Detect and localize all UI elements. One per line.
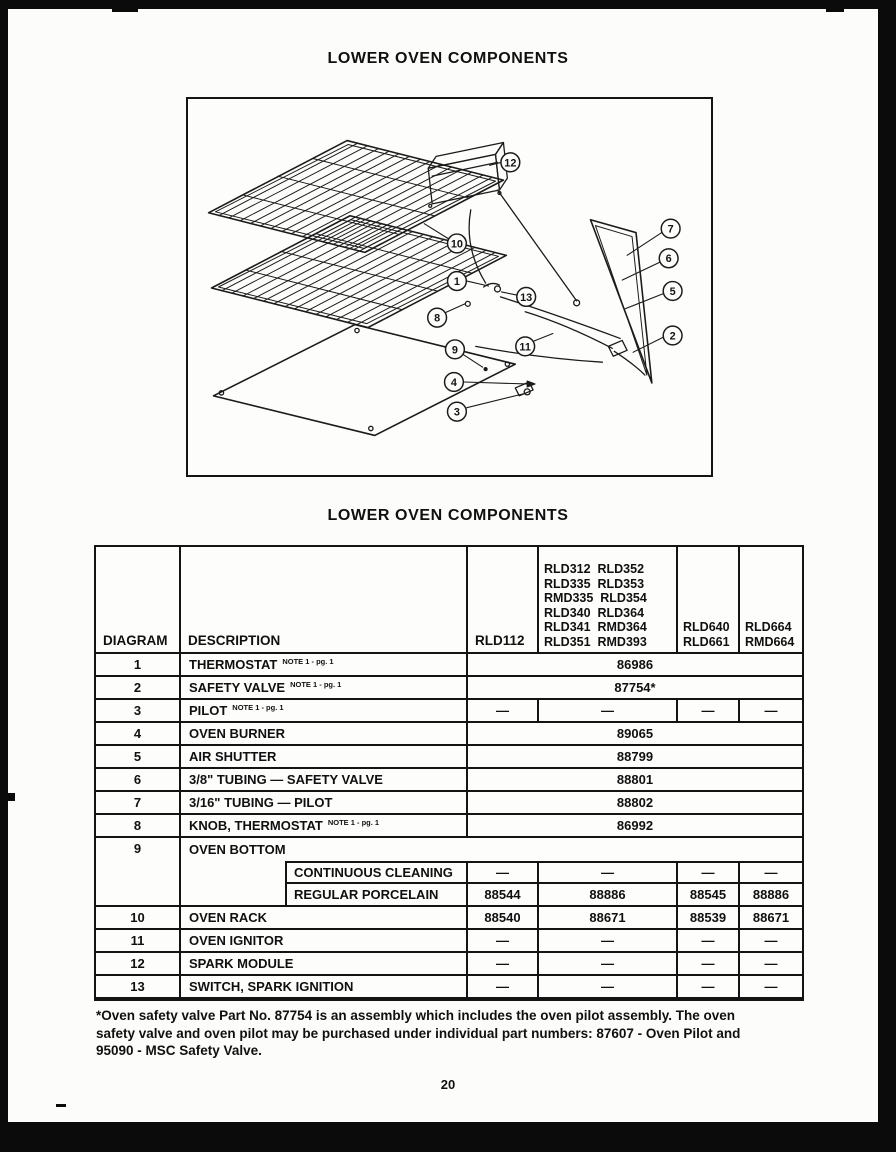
description-note: NOTE 1 - pg. 1 xyxy=(282,657,334,666)
diagram-number: 10 xyxy=(96,907,181,930)
description-cell xyxy=(181,815,468,838)
footnote-line: *Oven safety valve Part No. 87754 is an assembly which includes the oven pilot assembly. The oven xyxy=(96,1008,736,1023)
callout-12 xyxy=(501,153,520,172)
callout-2 xyxy=(663,326,682,345)
description-text: AIR SHUTTER xyxy=(189,749,277,764)
description-text: OVEN BOTTOM xyxy=(189,842,286,857)
part-number-cell: — xyxy=(539,700,678,723)
callout-5 xyxy=(663,282,682,301)
model-line: RLD335 RLD353 xyxy=(544,576,645,591)
part-number-cell: — xyxy=(678,861,740,884)
oven-rack-lower xyxy=(212,216,507,328)
col-header-model-group xyxy=(539,547,678,654)
part-number-cell: 88799 xyxy=(468,746,802,769)
model-line: RMD335 RLD354 xyxy=(544,591,647,605)
part-number-cell: 86986 xyxy=(468,654,802,677)
page-title: LOWER OVEN COMPONENTS xyxy=(327,50,569,67)
description-note: NOTE 1 - pg. 1 xyxy=(290,680,342,689)
scan-artifact xyxy=(112,9,138,12)
svg-text:6: 6 xyxy=(665,253,672,266)
part-number-cell: 88671 xyxy=(740,907,802,930)
diagram-number: 9 xyxy=(96,838,181,907)
svg-text:5: 5 xyxy=(669,285,676,298)
description-text: 3/8" TUBING — SAFETY VALVE xyxy=(189,772,383,787)
scan-border-left xyxy=(0,0,8,1152)
description-cell xyxy=(181,953,468,976)
callout-7 xyxy=(661,219,680,238)
svg-text:1: 1 xyxy=(453,276,460,289)
description-note: NOTE 1 - pg. 1 xyxy=(327,818,380,827)
diagram-number: 12 xyxy=(96,953,181,976)
part-number-cell: 88802 xyxy=(468,792,802,815)
model-line: RMD664 xyxy=(745,634,795,649)
part-number-cell: 88544 xyxy=(468,884,539,907)
sub-description-cell: CONTINUOUS CLEANING xyxy=(285,861,468,884)
scan-artifact xyxy=(56,1104,66,1107)
col-header-description: DESCRIPTION xyxy=(181,547,468,654)
oven-bottom-panel xyxy=(214,325,516,436)
scan-artifact xyxy=(826,8,844,12)
description-cell xyxy=(181,700,468,723)
description-cell xyxy=(181,838,802,861)
part-number-cell: — xyxy=(740,976,802,999)
diagram-number: 8 xyxy=(96,815,181,838)
part-number-cell: — xyxy=(539,861,678,884)
part-number-cell: 88540 xyxy=(468,907,539,930)
part-number-cell: — xyxy=(740,930,802,953)
part-number-cell: 89065 xyxy=(468,723,802,746)
part-number-cell: 88886 xyxy=(740,884,802,907)
model-line: RLD312 RLD352 xyxy=(544,562,645,576)
indent-spacer xyxy=(181,861,285,884)
svg-text:3: 3 xyxy=(453,406,460,419)
description-note: NOTE 1 - pg. 1 xyxy=(232,703,284,712)
part-number-cell: 88539 xyxy=(678,907,740,930)
model-line: RLD341 RMD364 xyxy=(544,620,647,634)
description-cell xyxy=(181,769,468,792)
description-text: THERMOSTAT xyxy=(189,657,278,672)
svg-text:11: 11 xyxy=(519,341,531,354)
scan-border-right xyxy=(878,0,896,1152)
description-text: PILOT xyxy=(189,703,228,718)
description-cell xyxy=(181,792,468,815)
col-header-rld640-group xyxy=(678,547,740,654)
part-number-cell: — xyxy=(678,976,740,999)
part-number-cell: — xyxy=(678,953,740,976)
callout-6 xyxy=(659,249,678,268)
callout-4 xyxy=(445,373,464,392)
scan-artifact xyxy=(0,793,15,801)
svg-text:4: 4 xyxy=(450,376,457,389)
part-number-cell: — xyxy=(468,930,539,953)
description-text: SAFETY VALVE xyxy=(189,680,286,695)
footnote-line: safety valve and oven pilot may be purchased under individual part numbers: 87607 - Oven Pilot and xyxy=(96,1025,741,1041)
svg-text:13: 13 xyxy=(520,291,533,304)
footnote-line: 95090 - MSC Safety Valve. xyxy=(96,1043,262,1058)
description-text: KNOB, THERMOSTAT xyxy=(189,818,323,833)
diagram-number: 5 xyxy=(96,746,181,769)
diagram-number: 11 xyxy=(96,930,181,953)
diagram-number: 3 xyxy=(96,700,181,723)
callout-10 xyxy=(448,234,467,253)
part-number-cell: — xyxy=(539,953,678,976)
callout-1 xyxy=(448,272,467,291)
description-text: 3/16" TUBING — PILOT xyxy=(189,795,333,810)
svg-text:12: 12 xyxy=(504,157,517,170)
part-number-cell: — xyxy=(740,700,802,723)
svg-text:7: 7 xyxy=(667,223,674,236)
part-number-cell: — xyxy=(468,953,539,976)
scan-border-top xyxy=(0,0,896,9)
description-cell xyxy=(181,677,468,700)
part-number-cell: — xyxy=(740,861,802,884)
scan-border-bottom xyxy=(0,1122,896,1152)
description-text: SWITCH, SPARK IGNITION xyxy=(189,979,354,994)
callout-13 xyxy=(517,287,536,306)
diagram-number: 6 xyxy=(96,769,181,792)
svg-text:9: 9 xyxy=(451,344,458,357)
part-number-cell: — xyxy=(740,953,802,976)
sub-description-cell: REGULAR PORCELAIN xyxy=(285,884,468,907)
model-line: RLD664 xyxy=(745,620,792,634)
col-header-diagram: DIAGRAM xyxy=(96,547,181,654)
model-line: RLD340 RLD364 xyxy=(544,605,645,620)
part-number-cell: 88545 xyxy=(678,884,740,907)
description-text: OVEN IGNITOR xyxy=(189,933,284,948)
part-number-cell: — xyxy=(539,930,678,953)
page-number: 20 xyxy=(440,1077,456,1092)
description-text: OVEN BURNER xyxy=(189,726,286,741)
part-number-cell: 86992 xyxy=(468,815,802,838)
description-cell xyxy=(181,976,468,999)
table-title: LOWER OVEN COMPONENTS xyxy=(327,507,569,524)
part-number-cell: — xyxy=(539,976,678,999)
description-text: OVEN RACK xyxy=(189,910,268,925)
description-text: SPARK MODULE xyxy=(189,956,294,971)
svg-text:8: 8 xyxy=(434,312,441,325)
col-header-rld664-group xyxy=(740,547,802,654)
description-cell xyxy=(181,746,468,769)
model-line: RLD640 xyxy=(683,620,730,634)
exploded-view-diagram xyxy=(188,99,711,475)
callout-9 xyxy=(446,340,465,359)
diagram-number: 13 xyxy=(96,976,181,999)
diagram-panel xyxy=(186,97,713,477)
part-number-cell: — xyxy=(468,861,539,884)
parts-table xyxy=(94,545,804,1001)
footnote xyxy=(96,1007,820,1060)
callout-11 xyxy=(516,337,535,356)
callout-8 xyxy=(428,308,447,327)
svg-text:10: 10 xyxy=(450,238,463,251)
description-cell xyxy=(181,723,468,746)
part-number-cell: 88886 xyxy=(539,884,678,907)
indent-spacer xyxy=(181,884,285,907)
diagram-number: 1 xyxy=(96,654,181,677)
description-cell xyxy=(181,907,468,930)
part-number-cell: 87754* xyxy=(468,677,802,700)
part-number-cell: — xyxy=(468,976,539,999)
part-number-cell: 88801 xyxy=(468,769,802,792)
description-cell xyxy=(181,930,468,953)
diagram-number: 7 xyxy=(96,792,181,815)
model-line: RLD351 RMD393 xyxy=(544,634,647,649)
description-cell xyxy=(181,654,468,677)
svg-text:2: 2 xyxy=(669,330,676,343)
part-number-cell: 88671 xyxy=(539,907,678,930)
model-line: RLD661 xyxy=(683,634,730,649)
col-header-rld112: RLD112 xyxy=(468,547,539,654)
diagram-number: 4 xyxy=(96,723,181,746)
part-number-cell: — xyxy=(678,700,740,723)
part-number-cell: — xyxy=(678,930,740,953)
diagram-number: 2 xyxy=(96,677,181,700)
part-number-cell: — xyxy=(468,700,539,723)
callout-3 xyxy=(448,402,467,421)
